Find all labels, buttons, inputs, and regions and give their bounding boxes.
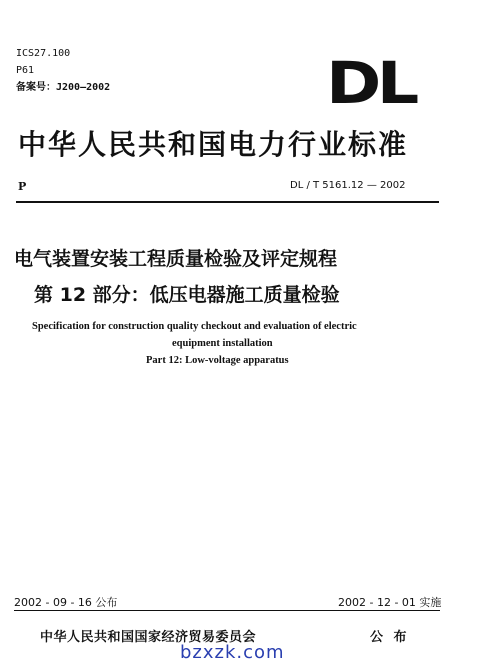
watermark: bzxzk.com bbox=[180, 642, 285, 663]
standard-class: P bbox=[18, 180, 27, 193]
issue-date: 2002 - 09 - 16 公布 bbox=[14, 596, 118, 609]
classification-code: P61 bbox=[16, 65, 35, 76]
dl-logo: DL bbox=[326, 49, 415, 117]
top-divider bbox=[16, 201, 439, 203]
implementation-date: 2002 - 12 - 01 实施 bbox=[338, 596, 442, 609]
organization-title: 中华人民共和国电力行业标准 bbox=[18, 128, 409, 161]
issuing-authority: 中华人民共和国国家经济贸易委员会 bbox=[40, 630, 257, 645]
chinese-title-line1: 电气装置安装工程质量检验及评定规程 bbox=[14, 248, 338, 270]
english-title-line1: Specification for construction quality checkout and evaluation of electric bbox=[32, 321, 357, 332]
english-title-line2: equipment installation bbox=[172, 338, 273, 349]
chinese-title-line2: 第 12 部分：低压电器施工质量检验 bbox=[34, 284, 340, 306]
english-title-line3: Part 12: Low-voltage apparatus bbox=[146, 355, 289, 366]
ics-code: ICS27.100 bbox=[16, 48, 71, 59]
filing-number: 备案号：J200—2002 bbox=[16, 82, 111, 93]
bottom-divider bbox=[14, 610, 440, 611]
publish-label: 公 布 bbox=[370, 630, 410, 645]
standard-number: DL / T 5161.12 — 2002 bbox=[290, 180, 406, 191]
